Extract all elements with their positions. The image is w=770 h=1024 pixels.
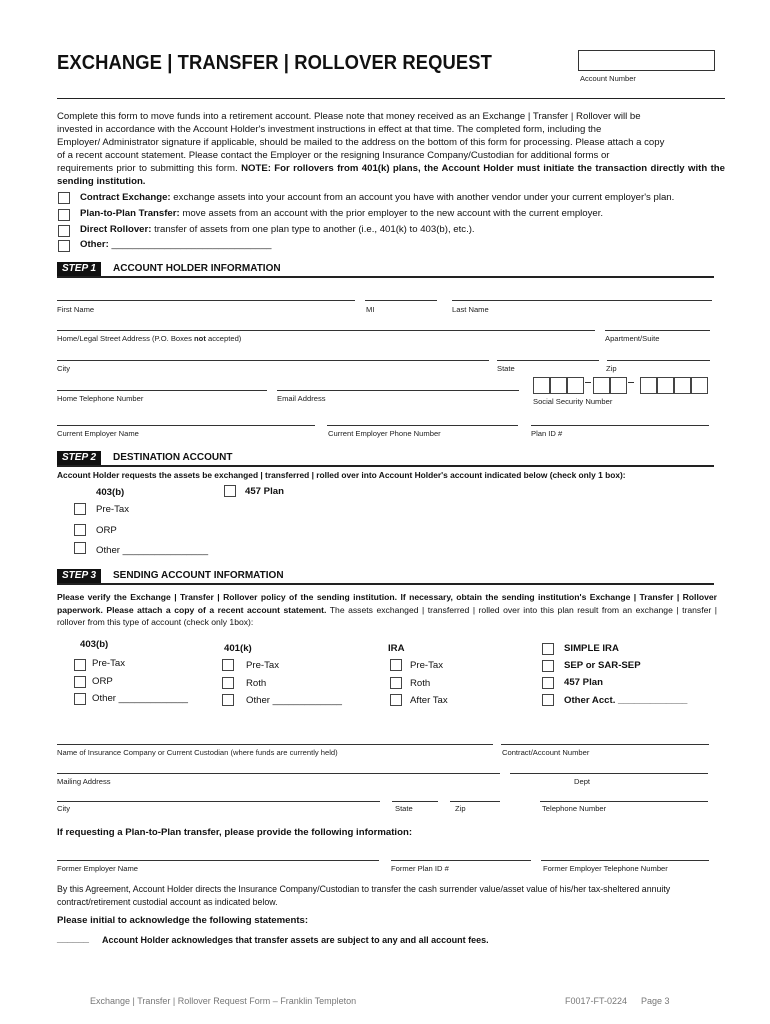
zip-label: Zip — [606, 364, 617, 373]
send-403b-orp-label: ORP — [92, 676, 113, 687]
footer-page-number: Page 3 — [641, 996, 670, 1006]
step1-tag: STEP 1 — [57, 262, 101, 276]
send-403b-orp-checkbox[interactable] — [74, 676, 86, 688]
intro-paragraph — [57, 110, 725, 188]
insurance-company-label: Name of Insurance Company or Current Custodian (where funds are currently held) — [57, 748, 338, 757]
send-sep-label: SEP or SAR-SEP — [564, 660, 641, 671]
send-telephone-label: Telephone Number — [542, 804, 607, 813]
send-city-field[interactable] — [57, 801, 380, 802]
footer-form-name: Exchange | Transfer | Rollover Request Form – Franklin Templeton — [90, 996, 357, 1006]
step1-heading: ACCOUNT HOLDER INFORMATION — [113, 263, 281, 274]
acknowledge-text: Account Holder acknowledges that transfer assets are subject to any and all account fees. — [102, 935, 489, 945]
option-label: Direct Rollover: — [80, 224, 152, 235]
plan-id-label: Plan ID # — [531, 429, 563, 438]
ssn-digit-box[interactable] — [550, 377, 567, 394]
home-phone-label: Home Telephone Number — [57, 394, 144, 403]
option-label: Other: — [80, 239, 109, 250]
form-title: EXCHANGE | TRANSFER | ROLLOVER REQUEST — [57, 52, 492, 74]
apartment-field[interactable] — [605, 330, 710, 331]
intro-note: NOTE: For rollovers from 401(k) plans, the Account Holder must initiate the transaction directly with the sending institution. — [57, 163, 725, 187]
option-other — [80, 239, 272, 250]
ssn-digit-box[interactable] — [691, 377, 708, 394]
send-zip-label: Zip — [455, 804, 466, 813]
last-name-label: Last Name — [452, 305, 489, 314]
send-403b-heading: 403(b) — [80, 639, 109, 650]
send-401k-heading: 401(k) — [224, 643, 252, 654]
former-phone-field[interactable] — [541, 860, 709, 861]
contract-number-field[interactable] — [501, 744, 709, 745]
send-ira-roth-checkbox[interactable] — [390, 677, 402, 689]
address-not-text: not — [194, 334, 206, 343]
footer-form-code: F0017-FT-0224 — [565, 996, 628, 1006]
initial-field[interactable]: ______ — [57, 934, 90, 945]
send-simple-ira-checkbox[interactable] — [542, 643, 554, 655]
dept-label: Dept — [574, 777, 591, 786]
ssn-digit-box[interactable] — [610, 377, 627, 394]
step3-instruction-rest: The assets exchanged | transferred | rolled over into this plan result from an exchange | transfer | rollover from this type of account (check only 1box): — [57, 604, 717, 627]
send-401k-other-checkbox[interactable] — [222, 694, 234, 706]
ssn-label: Social Security Number — [533, 397, 613, 406]
address-label-text: Home/Legal Street Address (P.O. Boxes — [57, 334, 195, 343]
account-number-label: Account Number — [580, 74, 636, 83]
send-ira-pretax-label: Pre-Tax — [410, 660, 444, 671]
dest-457-label: 457 Plan — [245, 486, 284, 497]
send-401k-roth-checkbox[interactable] — [222, 677, 234, 689]
zip-field[interactable] — [607, 360, 710, 361]
employer-phone-field[interactable] — [327, 425, 518, 426]
street-address-field[interactable] — [57, 330, 595, 331]
step3-instruction-bold: Please verify the Exchange | Transfer | Rollover policy of the sending institution. If necessary, obtain the sending institution's Exchange | Transfer | Rollover paperwork. Please attach a copy of a recent account statement. — [57, 592, 717, 615]
city-label: City — [57, 364, 71, 373]
ssn-dash — [628, 382, 634, 383]
email-field[interactable] — [277, 390, 519, 391]
state-label: State — [497, 364, 515, 373]
step3-tag: STEP 3 — [57, 569, 101, 583]
send-sep-checkbox[interactable] — [542, 660, 554, 672]
agreement-text: By this Agreement, Account Holder directs the Insurance Company/Custodian to transfer the cash surrender value/asset value of his/her tax-sheltered annuity contract/retirement custodial account as indicated below. — [57, 884, 671, 907]
city-field[interactable] — [57, 360, 489, 361]
send-zip-field[interactable] — [450, 801, 500, 802]
mailing-address-label: Mailing Address — [57, 777, 111, 786]
send-457-checkbox[interactable] — [542, 677, 554, 689]
option-label: Plan-to-Plan Transfer: — [80, 208, 180, 219]
email-label: Email Address — [277, 394, 326, 403]
option-desc: move assets from an account with the prior employer to the new account with the current employer. — [179, 208, 604, 219]
intro-line: of a recent account statement. Please contact the Employer or the resigning Insurance Company/Custodian for additional forms or — [57, 150, 610, 161]
step2-instruction: Account Holder requests the assets be exchanged | transferred | rolled over into Account Holder's account indicated below (check only 1 box): — [57, 470, 626, 480]
step2-heading: DESTINATION ACCOUNT — [113, 452, 233, 463]
dept-field[interactable] — [510, 773, 708, 774]
dest-orp-checkbox[interactable] — [74, 524, 86, 536]
option-direct-rollover — [80, 224, 475, 235]
option-contract-exchange — [80, 192, 674, 203]
employer-phone-label: Current Employer Phone Number — [328, 429, 441, 438]
employer-label: Current Employer Name — [57, 429, 139, 438]
send-401k-other-label: Other _____________ — [246, 695, 343, 706]
former-plan-id-label: Former Plan ID # — [391, 864, 449, 873]
dest-other-label: Other ________________ — [96, 545, 209, 556]
plan-to-plan-heading: If requesting a Plan-to-Plan transfer, please provide the following information: — [57, 827, 413, 838]
step1-header — [57, 262, 714, 278]
step3-header — [57, 569, 714, 585]
step2-header — [57, 451, 714, 467]
apartment-label: Apartment/Suite — [605, 334, 660, 343]
last-name-field[interactable] — [452, 300, 712, 301]
send-ira-pretax-checkbox[interactable] — [390, 659, 402, 671]
dest-403b-heading: 403(b) — [96, 487, 125, 498]
contract-exchange-checkbox[interactable] — [58, 192, 70, 204]
first-name-field[interactable] — [57, 300, 355, 301]
intro-line: Complete this form to move funds into a retirement account. Please note that money received as an Exchange | Transfer | Rollover will be — [57, 111, 641, 122]
mi-label: MI — [366, 305, 375, 314]
send-ira-roth-label: Roth — [410, 678, 431, 689]
first-name-label: First Name — [57, 305, 95, 314]
ssn-digit-box[interactable] — [674, 377, 691, 394]
send-401k-roth-label: Roth — [246, 678, 267, 689]
ssn-digit-box[interactable] — [533, 377, 550, 394]
send-457-label: 457 Plan — [564, 677, 603, 688]
ssn-dash — [585, 382, 591, 383]
send-403b-other-label: Other _____________ — [92, 693, 189, 704]
intro-line: requirements prior to submitting this form. — [57, 163, 238, 174]
direct-rollover-checkbox[interactable] — [58, 225, 70, 237]
other-option-checkbox[interactable] — [58, 240, 70, 252]
plan-to-plan-checkbox[interactable] — [58, 209, 70, 221]
address-label-end: accepted) — [205, 334, 242, 343]
former-plan-id-field[interactable] — [391, 860, 531, 861]
former-phone-label: Former Employer Telephone Number — [543, 864, 668, 873]
send-401k-pretax-checkbox[interactable] — [222, 659, 234, 671]
send-state-field[interactable] — [392, 801, 438, 802]
send-403b-other-checkbox[interactable] — [74, 693, 86, 705]
account-number-field[interactable] — [578, 50, 715, 71]
option-desc: transfer of assets from one plan type to another (i.e., 401(k) to 403(b), etc.). — [151, 224, 475, 235]
mi-field[interactable] — [365, 300, 437, 301]
send-state-label: State — [395, 804, 413, 813]
initial-heading: Please initial to acknowledge the following statements: — [57, 915, 309, 926]
send-ira-heading: IRA — [388, 643, 405, 654]
state-field[interactable] — [497, 360, 599, 361]
step3-heading: SENDING ACCOUNT INFORMATION — [113, 570, 284, 581]
mailing-address-field[interactable] — [57, 773, 500, 774]
former-employer-field[interactable] — [57, 860, 379, 861]
insurance-company-field[interactable] — [57, 744, 493, 745]
send-ira-aftertax-checkbox[interactable] — [390, 694, 402, 706]
send-401k-pretax-label: Pre-Tax — [246, 660, 280, 671]
ssn-digit-box[interactable] — [567, 377, 584, 394]
send-other-acct-label: Other Acct. _____________ — [564, 695, 688, 706]
option-desc: exchange assets into your account from an account you have with another vendor under your current employer's plan. — [170, 192, 675, 203]
option-desc: ______________________________ — [108, 239, 272, 250]
intro-line: Employer/ Administrator signature if applicable, should be mailed to the address on the bottom of this form for processing. Please attach a copy — [57, 137, 665, 148]
dest-pretax-checkbox[interactable] — [74, 503, 86, 515]
ssn-digit-box[interactable] — [640, 377, 657, 394]
title-divider — [57, 98, 725, 99]
step2-tag: STEP 2 — [57, 451, 101, 465]
plan-id-field[interactable] — [531, 425, 709, 426]
ssn-digit-box[interactable] — [593, 377, 610, 394]
dest-other-checkbox[interactable] — [74, 542, 86, 554]
option-plan-to-plan — [80, 208, 603, 219]
home-phone-field[interactable] — [57, 390, 267, 391]
dest-pretax-label: Pre-Tax — [96, 504, 130, 515]
send-403b-pretax-checkbox[interactable] — [74, 659, 86, 671]
send-403b-pretax-label: Pre-Tax — [92, 658, 126, 669]
send-city-label: City — [57, 804, 71, 813]
send-ira-aftertax-label: After Tax — [410, 695, 448, 706]
dest-457-checkbox[interactable] — [224, 485, 236, 497]
employer-field[interactable] — [57, 425, 315, 426]
send-telephone-field[interactable] — [540, 801, 708, 802]
former-employer-label: Former Employer Name — [57, 864, 139, 873]
contract-number-label: Contract/Account Number — [502, 748, 590, 757]
send-simple-ira-label: SIMPLE IRA — [564, 643, 619, 654]
street-address-label — [57, 334, 241, 343]
step3-instruction — [57, 591, 717, 629]
send-other-acct-checkbox[interactable] — [542, 694, 554, 706]
option-label: Contract Exchange: — [80, 192, 171, 203]
ssn-digit-box[interactable] — [657, 377, 674, 394]
intro-line: invested in accordance with the Account Holder's investment instructions in effect at that time. The completed form, including the — [57, 124, 602, 135]
dest-orp-label: ORP — [96, 525, 117, 536]
